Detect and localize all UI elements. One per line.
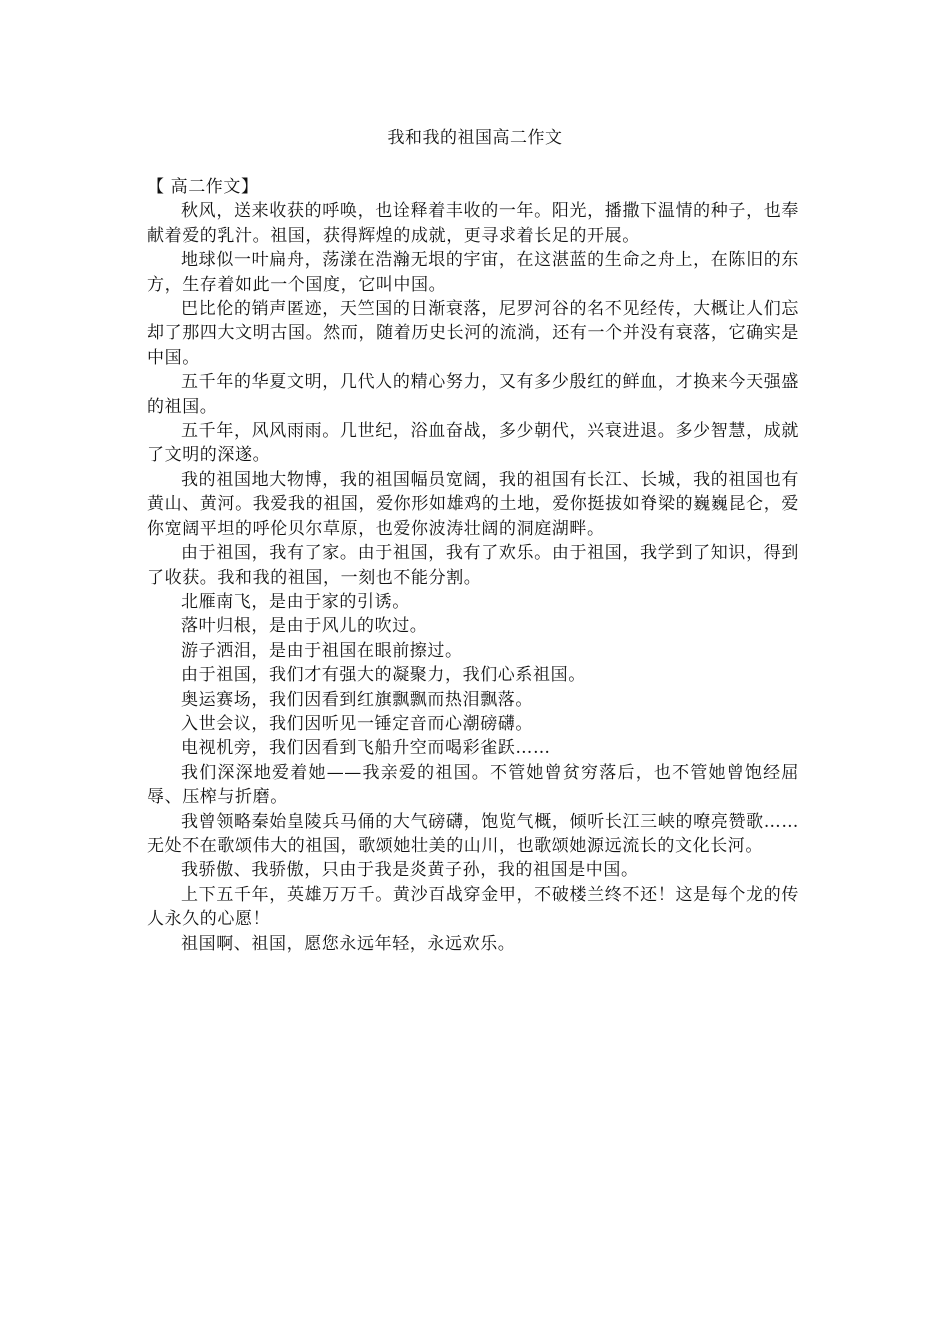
paragraph: 游子洒泪，是由于祖国在眼前擦过。: [181, 640, 463, 661]
paragraph: 我们深深地爱着她——我亲爱的祖国。不管她曾贫穷落后，也不管她曾饱经屈辱、压榨与折磨。: [147, 762, 799, 808]
paragraph: 奥运赛场，我们因看到红旗飘飘而热泪飘落。: [181, 689, 533, 710]
document-body: [147, 175, 799, 956]
paragraph: 五千年的华夏文明，几代人的精心努力，又有多少殷红的鲜血，才换来今天强盛的祖国。: [147, 372, 799, 417]
paragraph: 祖国啊、祖国，愿您永远年轻，永远欢乐。: [181, 933, 516, 954]
paragraph: 落叶归根，是由于风儿的吹过。: [181, 616, 428, 637]
paragraph: 地球似一叶扁舟，荡漾在浩瀚无垠的宇宙，在这湛蓝的生命之舟上，在陈旧的东方，生存着如此一个国度，它叫中国。: [147, 250, 799, 295]
paragraph: 五千年，风风雨雨。几世纪，浴血奋战，多少朝代，兴衰进退。多少智慧，成就了文明的深遂。: [147, 421, 799, 466]
paragraph: 电视机旁，我们因看到飞船升空而喝彩雀跃……: [181, 738, 551, 759]
paragraph: 北雁南飞，是由于家的引诱。: [181, 591, 410, 612]
paragraph: 巴比伦的销声匿迹，天竺国的日渐衰落，尼罗河谷的名不见经传，大概让人们忘却了那四大文明古国。然而，随着历史长河的流淌，还有一个并没有衰落，它确实是中国。: [147, 299, 799, 368]
paragraph: 上下五千年，英雄万万千。黄沙百战穿金甲，不破楼兰终不还！这是每个龙的传人永久的心愿！: [147, 884, 799, 930]
paragraph: 由于祖国，我有了家。由于祖国，我有了欢乐。由于祖国，我学到了知识，得到了收获。我和我的祖国，一刻也不能分割。: [147, 543, 799, 588]
paragraph: 秋风，送来收获的呼唤，也诠释着丰收的一年。阳光，播撒下温情的种子，也奉献着爱的乳汁。祖国，获得辉煌的成就，更寻求着长足的开展。: [147, 201, 799, 246]
paragraph: 我的祖国地大物博，我的祖国幅员宽阔，我的祖国有长江、长城，我的祖国也有黄山、黄河。我爱我的祖国，爱你形如雄鸡的土地，爱你挺拔如脊梁的巍巍昆仑，爱你宽阔平坦的呼伦贝尔草原，也爱你波涛壮阔的洞庭湖畔。: [147, 469, 799, 539]
document-title: 我和我的祖国高二作文: [387, 128, 563, 148]
paragraph: 由于祖国，我们才有强大的凝聚力，我们心系祖国。: [181, 665, 586, 686]
section-label: 【 高二作文】: [147, 177, 259, 197]
paragraph: 入世会议，我们因听见一锤定音而心潮磅礴。: [181, 713, 533, 734]
paragraph: 我骄傲、我骄傲，只由于我是炎黄子孙，我的祖国是中国。: [181, 860, 639, 881]
paragraph: 我曾领略秦始皇陵兵马俑的大气磅礴，饱览气概，倾听长江三峡的嘹亮赞歌……无处不在歌颂伟大的祖国，歌颂她壮美的山川，也歌颂她源远流长的文化长河。: [147, 811, 799, 856]
